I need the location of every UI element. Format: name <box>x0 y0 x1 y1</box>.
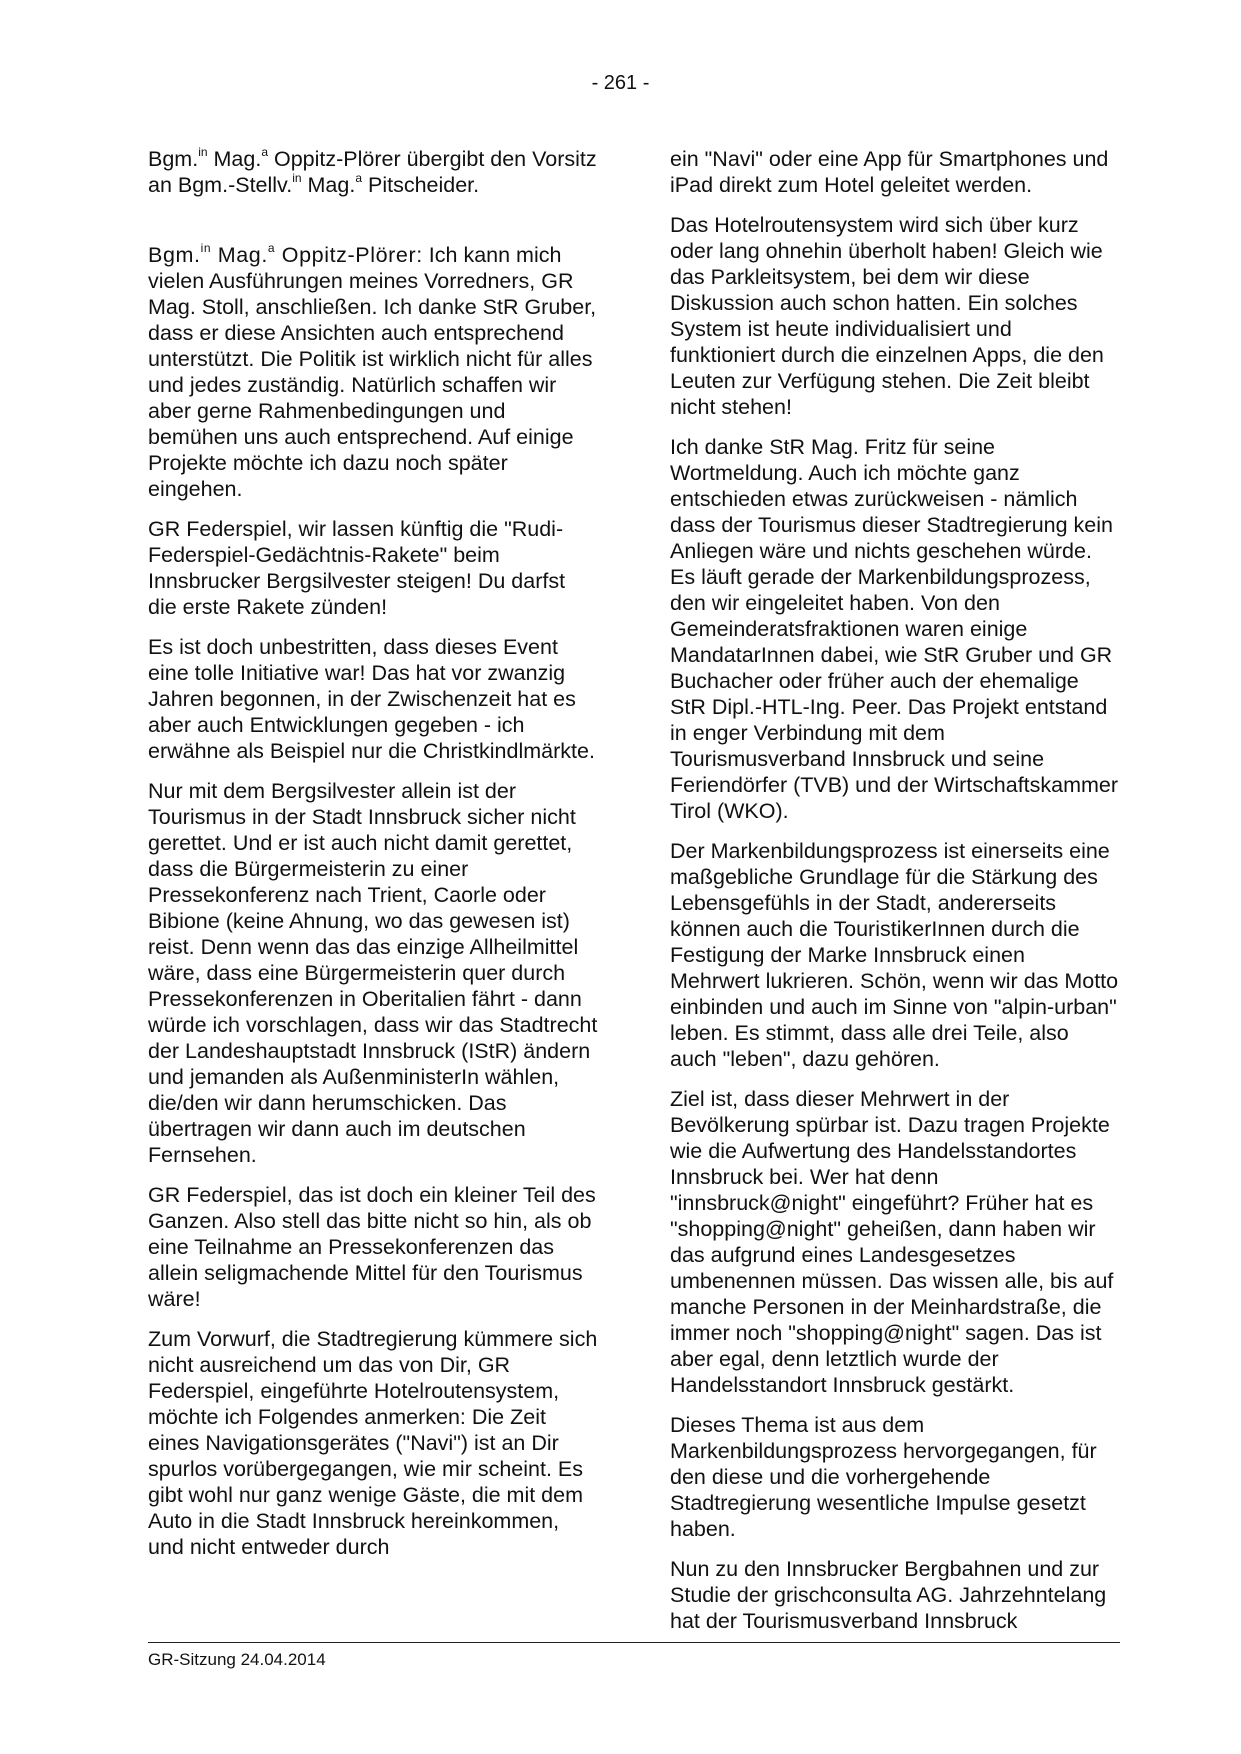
speech-paragraph: Bgm.$^{in}$ Mag.$^a$ Oppitz-Plörer: Ich kann mich vielen Ausführungen meines Vorredners, GR Mag. Stoll, anschließen. Ich danke StR Gruber, dass er diese Ansichten auch entsprechend unterstützt. Die Politik ist wirklich nicht für alles und jedes zuständig. Natürlich schaffen wir aber gerne Rahmenbedingungen und bemühen uns auch entsprechend. Auf einige Projekte möchte ich dazu noch später eingehen. <box>148 240 597 501</box>
footer-divider <box>148 1642 1120 1643</box>
speech-paragraph: Ziel ist, dass dieser Mehrwert in der Bevölkerung spürbar ist. Dazu tragen Projekte wie die Aufwertung des Handelsstandortes Innsbruck bei. Wer hat denn "innsbruck@night" eingeführt? Früher hat es "shopping@night" geheißen, dann haben wir das aufgrund eines Landesgesetzes umbenennen müssen. Das wissen alle, bis auf manche Personen in der Meinhardstraße, die immer noch "shopping@night" sagen. Das ist aber egal, denn letztlich wurde der Handelsstandort Innsbruck gestärkt. <box>670 1087 1114 1397</box>
speech-paragraph: Nun zu den Innsbrucker Bergbahnen und zur Studie der grischconsulta AG. Jahrzehntelang hat der Tourismusverband Innsbruck <box>670 1557 1107 1633</box>
speech-paragraph: Nur mit dem Bergsilvester allein ist der Tourismus in der Stadt Innsbruck sicher nicht gerettet. Und er ist auch nicht damit gerettet, dass die Bürgermeisterin zu einer Pressekonferenz nach Trient, Caorle oder Bibione (keine Ahnung, wo das gewesen ist) reist. Denn wenn das das einzige Allheilmittel wäre, dass eine Bürgermeisterin quer durch Pressekonferenzen in Oberitalien fährt - dann würde ich vorschlagen, dass wir das Stadtrecht der Landeshauptstadt Innsbruck (IStR) ändern und jemanden als AußenministerIn wählen, die/den wir dann herumschicken. Das übertragen wir dann auch im deutschen Fernsehen. <box>148 779 598 1167</box>
speech-paragraph: Das Hotelroutensystem wird sich über kurz oder lang ohnehin überholt haben! Gleich wie das Parkleitsystem, bei dem wir diese Diskussion auch schon hatten. Ein solches System ist heute individualisiert und funktioniert durch die einzelnen Apps, die den Leuten zur Verfügung stehen. Die Zeit bleibt nicht stehen! <box>670 213 1104 419</box>
page-number: - 261 - <box>591 72 650 94</box>
footer-session-date: GR-Sitzung 24.04.2014 <box>148 1650 326 1669</box>
speech-paragraph: Dieses Thema ist aus dem Markenbildungsprozess hervorgegangen, für den diese und die vorhergehende Stadtregierung wesentliche Impulse gesetzt haben. <box>670 1413 1097 1541</box>
speech-paragraph: ein "Navi" oder eine App für Smartphones und iPad direkt zum Hotel geleitet werden. <box>670 147 1109 197</box>
speaker-name: Bgm.$^{in}$ Mag.$^a$ Oppitz-Plörer: <box>148 240 423 267</box>
speech-paragraph: Ich danke StR Mag. Fritz für seine Wortmeldung. Auch ich möchte ganz entschieden etwas zurückweisen - nämlich dass der Tourismus dieser Stadtregierung kein Anliegen wäre und nichts geschehen würde. Es läuft gerade der Markenbildungsprozess, den wir eingeleitet haben. Von den Gemeinderatsfraktionen waren einige MandatarInnen dabei, wie StR Gruber und GR Buchacher oder früher auch der ehemalige StR Dipl.-HTL-Ing. Peer. Das Projekt entstand in enger Verbindung mit dem Tourismusverband Innsbruck und seine Feriendörfer (TVB) und der Wirtschaftskammer Tirol (WKO). <box>670 435 1119 823</box>
speech-paragraph: GR Federspiel, das ist doch ein kleiner Teil des Ganzen. Also stell das bitte nicht so hin, als ob eine Teilnahme an Pressekonferenzen das allein seligmachende Mittel für den Tourismus wäre! <box>148 1183 596 1311</box>
speech-paragraph: Zum Vorwurf, die Stadtregierung kümmere sich nicht ausreichend um das von Dir, GR Federspiel, eingeführte Hotelroutensystem, möchte ich Folgendes anmerken: Die Zeit eines Navigationsgerätes ("Navi") ist an Dir spurlos vorübergegangen, wie mir scheint. Es gibt wohl nur ganz wenige Gäste, die mit dem Auto in die Stadt Innsbruck hereinkommen, und nicht entweder durch <box>148 1327 598 1559</box>
speech-paragraph: Der Markenbildungsprozess ist einerseits eine maßgebliche Grundlage für die Stärkung des Lebensgefühls in der Stadt, andererseits können auch die TouristikerInnen durch die Festigung der Marke Innsbruck einen Mehrwert lukrieren. Schön, wenn wir das Motto einbinden und auch im Sinne von "alpin-urban" leben. Es stimmt, dass alle drei Teile, also auch "leben", dazu gehören. <box>670 839 1119 1071</box>
left-column <box>148 146 598 1574</box>
chair-handover-note: Bgm.$^{in}$ Mag.$^a$ Oppitz-Plörer übergibt den Vorsitz an Bgm.-Stellv.$^{in}$ Mag.$^a$ Pitscheider. <box>148 144 597 197</box>
speech-paragraph: Es ist doch unbestritten, dass dieses Event eine tolle Initiative war! Das hat vor zwanzig Jahren begonnen, in der Zwischenzeit hat es aber auch Entwicklungen gegeben - ich erwähne als Beispiel nur die Christkindlmärkte. <box>148 635 595 763</box>
right-column <box>670 146 1120 1648</box>
speech-paragraph: GR Federspiel, wir lassen künftig die "Rudi-Federspiel-Gedächtnis-Rakete" beim Innsbrucker Bergsilvester steigen! Du darfst die erste Rakete zünden! <box>148 517 566 619</box>
